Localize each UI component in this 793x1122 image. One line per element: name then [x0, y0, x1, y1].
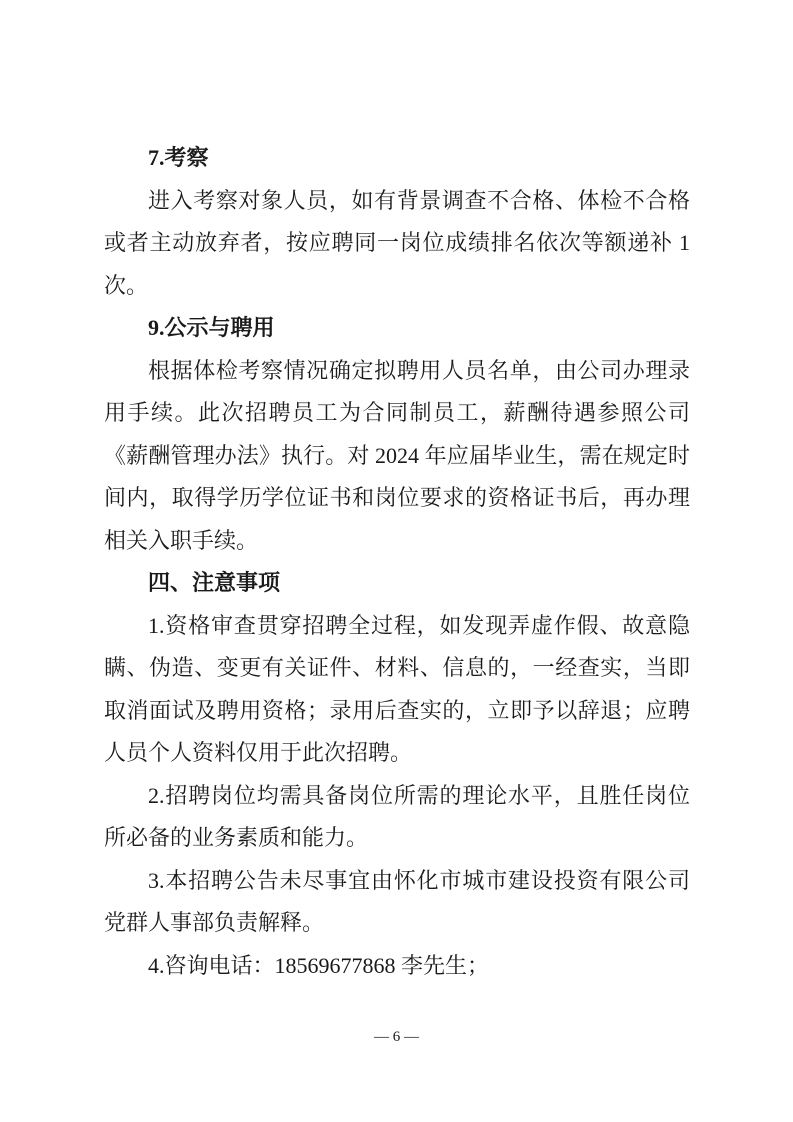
paragraph-note-1: 1.资格审查贯穿招聘全过程，如发现弄虚作假、故意隐瞒、伪造、变更有关证件、材料、信息的，一经查实，当即取消面试及聘用资格；录用后查实的，立即予以辞退；应聘人员个人资料仅用于此次招聘。	[104, 612, 690, 765]
paragraph-inspection: 进入考察对象人员，如有背景调查不合格、体检不合格或者主动放弃者，按应聘同一岗位成绩排名依次等额递补 1 次。	[104, 187, 690, 298]
document-body	[104, 137, 690, 987]
paragraph-publicity-employment: 根据体检考察情况确定拟聘用人员名单，由公司办理录用手续。此次招聘员工为合同制员工，薪酬待遇参照公司《薪酬管理办法》执行。对 2024 年应届毕业生，需在规定时间内，取得学历学位证书和岗位要求的资格证书后，再办理相关入职手续。	[104, 357, 690, 553]
section-heading-publicity-employment: 9.公示与聘用	[148, 315, 275, 340]
paragraph-note-3: 3.本招聘公告未尽事宜由怀化市城市建设投资有限公司党群人事部负责解释。	[104, 867, 690, 935]
section-heading-inspection: 7.考察	[148, 145, 209, 170]
paragraph-note-2: 2.招聘岗位均需具备岗位所需的理论水平，且胜任岗位所必备的业务素质和能力。	[104, 782, 690, 850]
section-heading-notes: 四、注意事项	[148, 570, 281, 595]
paragraph-note-4: 4.咨询电话：18569677868 李先生；	[148, 952, 490, 978]
page-number: — 6 —	[374, 1029, 419, 1045]
